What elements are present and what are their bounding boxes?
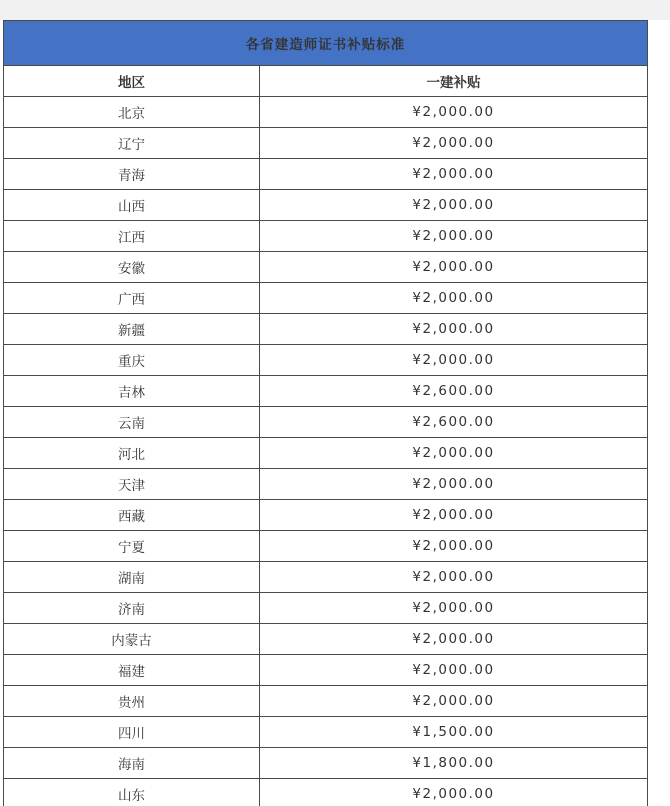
table-row bbox=[4, 686, 648, 717]
region-cell: 宁夏 bbox=[4, 531, 260, 562]
region-cell: 安徽 bbox=[4, 252, 260, 283]
table-row bbox=[4, 221, 648, 252]
amount-cell: ¥2,000.00 bbox=[260, 469, 648, 500]
amount-cell: ¥2,600.00 bbox=[260, 407, 648, 438]
table-row bbox=[4, 500, 648, 531]
amount-cell: ¥2,000.00 bbox=[260, 779, 648, 806]
table-row bbox=[4, 562, 648, 593]
table-row bbox=[4, 252, 648, 283]
region-cell: 西藏 bbox=[4, 500, 260, 531]
table-row bbox=[4, 283, 648, 314]
table-row bbox=[4, 128, 648, 159]
subsidy-table bbox=[3, 20, 648, 806]
region-cell: 海南 bbox=[4, 748, 260, 779]
table-row bbox=[4, 190, 648, 221]
table-row bbox=[4, 438, 648, 469]
amount-cell: ¥2,000.00 bbox=[260, 221, 648, 252]
amount-cell: ¥2,000.00 bbox=[260, 624, 648, 655]
table-row bbox=[4, 531, 648, 562]
table-row bbox=[4, 376, 648, 407]
amount-cell: ¥2,000.00 bbox=[260, 128, 648, 159]
region-cell: 辽宁 bbox=[4, 128, 260, 159]
region-cell: 福建 bbox=[4, 655, 260, 686]
table-row bbox=[4, 469, 648, 500]
amount-cell: ¥2,000.00 bbox=[260, 562, 648, 593]
region-cell: 湖南 bbox=[4, 562, 260, 593]
amount-cell: ¥1,800.00 bbox=[260, 748, 648, 779]
amount-cell: ¥2,000.00 bbox=[260, 97, 648, 128]
table-row bbox=[4, 345, 648, 376]
region-cell: 江西 bbox=[4, 221, 260, 252]
region-cell: 新疆 bbox=[4, 314, 260, 345]
region-cell: 贵州 bbox=[4, 686, 260, 717]
table-row bbox=[4, 779, 648, 806]
region-cell: 重庆 bbox=[4, 345, 260, 376]
amount-cell: ¥2,000.00 bbox=[260, 655, 648, 686]
region-cell: 四川 bbox=[4, 717, 260, 748]
amount-cell: ¥2,000.00 bbox=[260, 500, 648, 531]
amount-cell: ¥2,000.00 bbox=[260, 438, 648, 469]
amount-cell: ¥2,000.00 bbox=[260, 314, 648, 345]
amount-cell: ¥2,000.00 bbox=[260, 686, 648, 717]
table-row bbox=[4, 97, 648, 128]
table-row bbox=[4, 593, 648, 624]
region-cell: 河北 bbox=[4, 438, 260, 469]
amount-cell: ¥2,000.00 bbox=[260, 159, 648, 190]
amount-cell: ¥2,000.00 bbox=[260, 531, 648, 562]
table-row bbox=[4, 314, 648, 345]
table-row bbox=[4, 624, 648, 655]
column-header-subsidy: 一建补贴 bbox=[260, 66, 648, 97]
table-title-row bbox=[4, 21, 648, 66]
amount-cell: ¥2,000.00 bbox=[260, 252, 648, 283]
region-cell: 山东 bbox=[4, 779, 260, 806]
amount-cell: ¥2,000.00 bbox=[260, 593, 648, 624]
amount-cell: ¥2,000.00 bbox=[260, 283, 648, 314]
table-header-row bbox=[4, 66, 648, 97]
amount-cell: ¥2,000.00 bbox=[260, 345, 648, 376]
region-cell: 天津 bbox=[4, 469, 260, 500]
table-row bbox=[4, 717, 648, 748]
table-title: 各省建造师证书补贴标准 bbox=[4, 21, 648, 66]
region-cell: 青海 bbox=[4, 159, 260, 190]
region-cell: 云南 bbox=[4, 407, 260, 438]
region-cell: 北京 bbox=[4, 97, 260, 128]
table-row bbox=[4, 655, 648, 686]
region-cell: 济南 bbox=[4, 593, 260, 624]
table-row bbox=[4, 407, 648, 438]
region-cell: 广西 bbox=[4, 283, 260, 314]
amount-cell: ¥2,600.00 bbox=[260, 376, 648, 407]
top-strip bbox=[0, 0, 670, 20]
amount-cell: ¥2,000.00 bbox=[260, 190, 648, 221]
table-row bbox=[4, 159, 648, 190]
region-cell: 内蒙古 bbox=[4, 624, 260, 655]
region-cell: 山西 bbox=[4, 190, 260, 221]
table-row bbox=[4, 748, 648, 779]
region-cell: 吉林 bbox=[4, 376, 260, 407]
table-body bbox=[4, 97, 648, 806]
amount-cell: ¥1,500.00 bbox=[260, 717, 648, 748]
column-header-region: 地区 bbox=[4, 66, 260, 97]
